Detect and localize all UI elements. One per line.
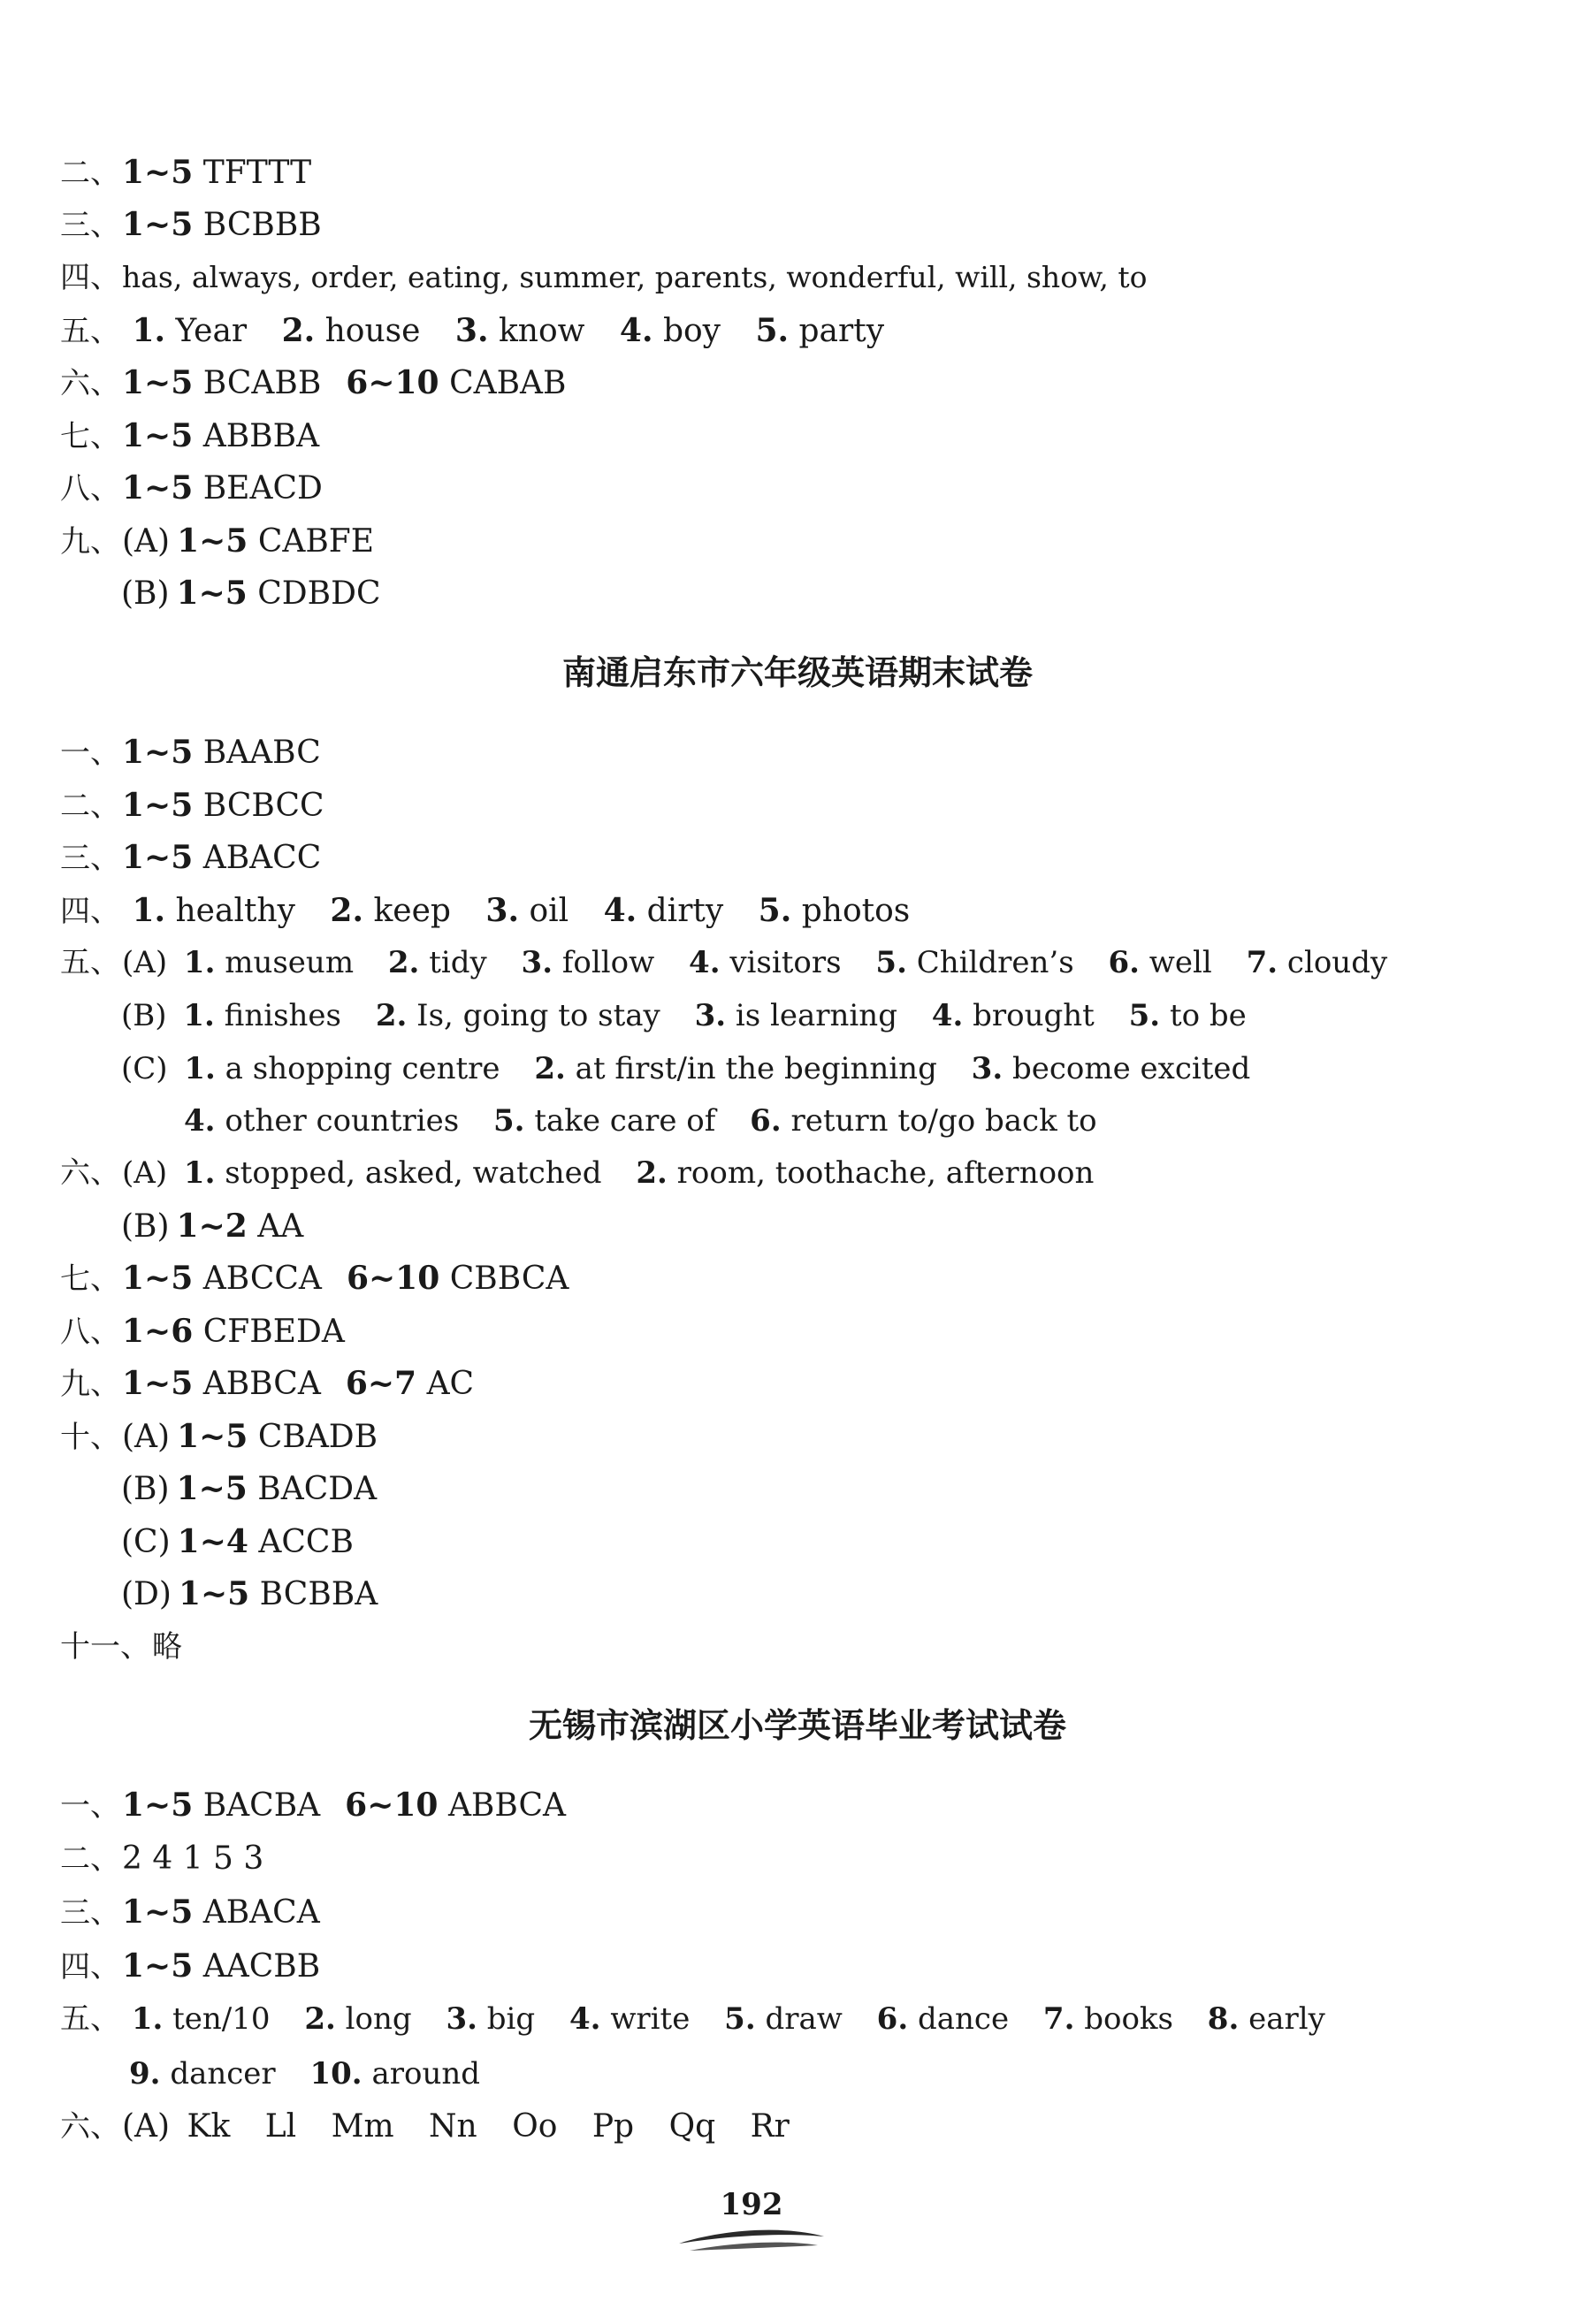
page-footer bbox=[672, 2180, 831, 2259]
answer-text: BAABC bbox=[202, 735, 321, 771]
answer-word: know bbox=[498, 313, 585, 349]
item-number: 5. bbox=[875, 945, 907, 980]
section-number: 四、 bbox=[60, 260, 120, 295]
answer-line bbox=[60, 461, 323, 514]
answer-line bbox=[60, 356, 567, 409]
letter-pair: Nn bbox=[429, 2108, 477, 2145]
item-number: 7. bbox=[1246, 945, 1278, 980]
item-number: 2. bbox=[304, 2001, 336, 2037]
answer-text: BACDA bbox=[257, 1471, 378, 1507]
answer-text: BEACD bbox=[202, 470, 323, 507]
question-range: 1~5 bbox=[176, 1470, 248, 1507]
section-number: 七、 bbox=[60, 419, 120, 454]
question-range: 1~5 bbox=[122, 1947, 194, 1985]
answer-text: ABACC bbox=[202, 840, 322, 876]
subsection-label: (A) bbox=[122, 523, 171, 560]
item-number: 3. bbox=[521, 945, 553, 980]
question-range: 6~10 bbox=[345, 1787, 439, 1824]
item-number: 5. bbox=[758, 892, 792, 929]
answer-word: room, toothache, afternoon bbox=[676, 1155, 1095, 1191]
answer-text: BCABB bbox=[202, 365, 322, 401]
section-number: 二、 bbox=[60, 156, 120, 191]
section-number: 五、 bbox=[60, 945, 120, 980]
answer-word: oil bbox=[529, 893, 569, 929]
item-number: 1. bbox=[183, 1155, 216, 1191]
item-number: 3. bbox=[485, 892, 519, 929]
item-number: 6. bbox=[876, 2001, 909, 2037]
question-range: 1~5 bbox=[122, 469, 194, 507]
item-number: 3. bbox=[971, 1051, 1004, 1086]
answer-line bbox=[60, 1993, 1325, 2046]
subsection-label: (C) bbox=[121, 1051, 168, 1086]
answer-word: house bbox=[324, 313, 421, 349]
answer-word: party bbox=[798, 313, 885, 349]
answer-line bbox=[60, 1252, 569, 1305]
answer-word: become excited bbox=[1011, 1051, 1251, 1086]
answer-text: BCBBB bbox=[202, 207, 322, 243]
answer-line bbox=[60, 198, 322, 251]
answer-text: ABBCA bbox=[202, 1366, 321, 1402]
item-number: 8. bbox=[1207, 2001, 1240, 2037]
question-range: 1~5 bbox=[122, 417, 194, 454]
answer-word: around bbox=[371, 2056, 481, 2092]
answer-line bbox=[60, 831, 321, 884]
answer-word: cloudy bbox=[1286, 945, 1388, 980]
item-number: 5. bbox=[724, 2001, 756, 2037]
item-number: 3. bbox=[694, 998, 727, 1033]
item-number: 1. bbox=[183, 945, 216, 980]
subsection-label: (D) bbox=[121, 1576, 172, 1612]
answer-word: Is, going to stay bbox=[416, 998, 660, 1033]
item-number: 2. bbox=[534, 1051, 566, 1086]
section-number: 三、 bbox=[60, 841, 120, 876]
answer-text: CBADB bbox=[257, 1419, 378, 1455]
answer-word: Year bbox=[175, 313, 248, 349]
item-number: 1. bbox=[131, 2001, 164, 2037]
section-title: 无锡市滨湖区小学英语毕业考试试卷 bbox=[528, 1706, 1066, 1745]
answer-text: CBBCA bbox=[449, 1261, 569, 1297]
subsection-label: (C) bbox=[121, 1524, 171, 1560]
item-number: 6. bbox=[750, 1103, 782, 1139]
question-range: 1~4 bbox=[177, 1523, 248, 1560]
subsection-label: (B) bbox=[121, 575, 170, 612]
answer-text: ACCB bbox=[258, 1524, 354, 1560]
item-number: 1. bbox=[183, 998, 215, 1033]
answer-line bbox=[60, 146, 311, 199]
answer-line bbox=[60, 884, 910, 937]
answer-word: Children’s bbox=[916, 945, 1074, 980]
answer-line bbox=[60, 304, 884, 357]
answer-word: photos bbox=[801, 893, 911, 929]
page-number: 192 bbox=[720, 2187, 783, 2222]
answer-line bbox=[60, 409, 319, 462]
item-number: 1. bbox=[132, 892, 166, 929]
item-number: 6. bbox=[1108, 945, 1140, 980]
question-range: 1~5 bbox=[122, 1365, 194, 1402]
answer-word: stopped, asked, watched bbox=[225, 1155, 602, 1191]
section-number: 九、 bbox=[60, 524, 120, 560]
item-number: 4. bbox=[689, 945, 721, 980]
answer-line bbox=[60, 1147, 1094, 1200]
answer-text: BACBA bbox=[202, 1787, 321, 1824]
item-number: 9. bbox=[129, 2056, 161, 2092]
answer-text: AA bbox=[257, 1208, 304, 1245]
question-range: 1~5 bbox=[177, 522, 248, 560]
answer-word: return to/go back to bbox=[790, 1103, 1097, 1139]
answer-text: 2 4 1 5 3 bbox=[122, 1840, 264, 1877]
answer-word: healthy bbox=[175, 893, 295, 929]
answer-word: write bbox=[610, 2001, 691, 2037]
answer-word: visitors bbox=[729, 945, 842, 980]
answer-line bbox=[60, 779, 324, 832]
answer-text: ABBBA bbox=[202, 418, 320, 454]
answer-text: ABACA bbox=[202, 1894, 320, 1931]
item-number: 2. bbox=[330, 892, 364, 929]
answer-line bbox=[60, 1939, 320, 1993]
question-range: 6~10 bbox=[346, 364, 439, 401]
answer-line bbox=[121, 1462, 377, 1515]
answer-word: tidy bbox=[429, 945, 487, 980]
question-range: 1~5 bbox=[178, 1575, 250, 1612]
section-number: 三、 bbox=[60, 1895, 120, 1931]
item-number: 7. bbox=[1042, 2001, 1075, 2037]
letter-pair: Rr bbox=[750, 2108, 790, 2145]
question-range: 1~5 bbox=[122, 206, 194, 243]
item-number: 10. bbox=[309, 2056, 362, 2092]
answer-word: ten/10 bbox=[172, 2001, 271, 2037]
question-range: 1~2 bbox=[176, 1208, 248, 1245]
section-number: 五、 bbox=[60, 314, 120, 349]
answer-word: is learning bbox=[735, 998, 897, 1033]
section-number: 一、 bbox=[60, 1788, 120, 1824]
section-number: 七、 bbox=[60, 1261, 120, 1297]
item-number: 4. bbox=[184, 1103, 216, 1139]
answer-text: CDBDC bbox=[257, 575, 381, 612]
subsection-label: (A) bbox=[122, 1419, 171, 1455]
answer-line bbox=[121, 567, 381, 620]
answer-text: ABBCA bbox=[447, 1787, 567, 1824]
item-number: 2. bbox=[636, 1155, 668, 1191]
subsection-label: (B) bbox=[121, 1471, 170, 1507]
answer-word: early bbox=[1248, 2001, 1325, 2037]
answer-word: take care of bbox=[534, 1103, 716, 1139]
answer-text: 略 bbox=[152, 1629, 182, 1665]
section-number: 二、 bbox=[60, 1841, 120, 1877]
letter-pair: Qq bbox=[668, 2108, 716, 2145]
item-number: 2. bbox=[387, 945, 420, 980]
item-number: 4. bbox=[603, 892, 637, 929]
answer-word: keep bbox=[373, 893, 451, 929]
item-number: 4. bbox=[931, 998, 964, 1033]
section-number: 四、 bbox=[60, 1949, 120, 1985]
answer-line bbox=[60, 1620, 184, 1673]
item-number: 4. bbox=[619, 312, 653, 349]
section-number: 一、 bbox=[60, 735, 120, 771]
item-number: 4. bbox=[569, 2001, 601, 2037]
letter-pair: Pp bbox=[591, 2108, 635, 2145]
section-number: 六、 bbox=[60, 2109, 120, 2145]
answer-text: CABAB bbox=[449, 365, 567, 401]
item-number: 1. bbox=[184, 1051, 216, 1086]
answer-word: books bbox=[1084, 2001, 1173, 2037]
item-number: 2. bbox=[375, 998, 408, 1033]
answer-word: boy bbox=[662, 313, 721, 349]
section-number: 十、 bbox=[60, 1420, 120, 1455]
answer-word: dirty bbox=[646, 893, 724, 929]
answer-word: at first/in the beginning bbox=[575, 1051, 937, 1086]
item-number: 5. bbox=[493, 1103, 525, 1139]
section-number: 十一、 bbox=[60, 1629, 150, 1665]
answer-text: BCBCC bbox=[202, 788, 324, 824]
answer-word: dance bbox=[917, 2001, 1010, 2037]
answer-word: museum bbox=[225, 945, 355, 980]
answer-word: a shopping centre bbox=[225, 1051, 500, 1086]
item-number: 5. bbox=[755, 312, 790, 349]
answer-text: BCBBA bbox=[259, 1576, 378, 1612]
subsection-label: (B) bbox=[121, 998, 167, 1033]
letter-pair: Ll bbox=[264, 2108, 297, 2145]
answer-line bbox=[60, 514, 374, 568]
item-number: 5. bbox=[1128, 998, 1161, 1033]
answer-text: has, always, order, eating, summer, parents, wonderful, will, show, to bbox=[122, 260, 1148, 294]
answer-word: follow bbox=[561, 945, 655, 980]
answer-line bbox=[121, 989, 1247, 1042]
answer-line bbox=[60, 1779, 566, 1832]
subsection-label: (A) bbox=[122, 945, 168, 980]
answer-line bbox=[121, 1515, 354, 1568]
answer-line bbox=[121, 1200, 303, 1253]
question-range: 1~6 bbox=[122, 1313, 194, 1350]
answer-line bbox=[129, 2047, 480, 2100]
question-range: 1~5 bbox=[122, 364, 194, 401]
section-title: 南通启东市六年级英语期末试卷 bbox=[561, 653, 1033, 692]
item-number: 1. bbox=[132, 312, 166, 349]
answer-line bbox=[121, 1567, 378, 1620]
answer-text: TFTTT bbox=[202, 155, 312, 191]
answer-word: big bbox=[486, 2001, 536, 2037]
answer-line bbox=[121, 1042, 1250, 1095]
answer-line bbox=[60, 1886, 320, 1939]
answer-line bbox=[60, 1410, 378, 1463]
letter-pair: Mm bbox=[331, 2108, 394, 2145]
answer-word: finishes bbox=[224, 998, 342, 1033]
answer-text: CFBEDA bbox=[202, 1314, 345, 1350]
answer-text: AACBB bbox=[202, 1948, 321, 1985]
answer-word: long bbox=[345, 2001, 412, 2037]
section-number: 八、 bbox=[60, 1314, 120, 1350]
letter-pair: Kk bbox=[187, 2108, 231, 2145]
answer-line bbox=[184, 1094, 1097, 1147]
answer-word: well bbox=[1149, 945, 1212, 980]
item-number: 3. bbox=[446, 2001, 477, 2037]
answer-line bbox=[60, 2100, 790, 2153]
answer-line bbox=[60, 1357, 474, 1410]
answer-line bbox=[60, 936, 1387, 989]
section-number: 二、 bbox=[60, 789, 120, 824]
item-number: 2. bbox=[281, 312, 316, 349]
section-number: 四、 bbox=[60, 894, 120, 929]
answer-line bbox=[60, 251, 1148, 304]
answer-text: ABCCA bbox=[202, 1261, 322, 1297]
question-range: 1~5 bbox=[176, 575, 248, 612]
answer-word: brought bbox=[973, 998, 1095, 1033]
answer-text: AC bbox=[426, 1366, 475, 1402]
section-number: 八、 bbox=[60, 471, 120, 507]
section-number: 九、 bbox=[60, 1367, 120, 1402]
section-number: 三、 bbox=[60, 208, 120, 243]
item-number: 3. bbox=[454, 312, 489, 349]
subsection-label: (B) bbox=[121, 1208, 170, 1245]
question-range: 1~5 bbox=[122, 154, 194, 191]
question-range: 1~5 bbox=[122, 1893, 194, 1931]
answer-word: draw bbox=[765, 2001, 843, 2037]
question-range: 1~5 bbox=[122, 1787, 194, 1824]
question-range: 1~5 bbox=[122, 734, 194, 771]
answer-word: dancer bbox=[170, 2056, 276, 2092]
question-range: 1~5 bbox=[177, 1418, 248, 1455]
answer-line bbox=[60, 1305, 345, 1358]
subsection-label: (A) bbox=[122, 2108, 171, 2145]
section-number: 五、 bbox=[60, 2001, 120, 2037]
answer-line bbox=[60, 726, 321, 779]
answer-text: CABFE bbox=[257, 523, 375, 560]
section-number: 六、 bbox=[60, 1155, 120, 1191]
answer-line bbox=[60, 1833, 263, 1886]
question-range: 6~7 bbox=[345, 1365, 417, 1402]
answer-word: other countries bbox=[225, 1103, 460, 1139]
question-range: 1~5 bbox=[122, 839, 194, 876]
question-range: 1~5 bbox=[122, 787, 194, 824]
section-number: 六、 bbox=[60, 366, 120, 401]
question-range: 6~10 bbox=[346, 1260, 440, 1297]
letter-pair: Oo bbox=[512, 2108, 558, 2145]
subsection-label: (A) bbox=[122, 1155, 168, 1191]
question-range: 1~5 bbox=[122, 1260, 194, 1297]
answer-word: to be bbox=[1169, 998, 1247, 1033]
